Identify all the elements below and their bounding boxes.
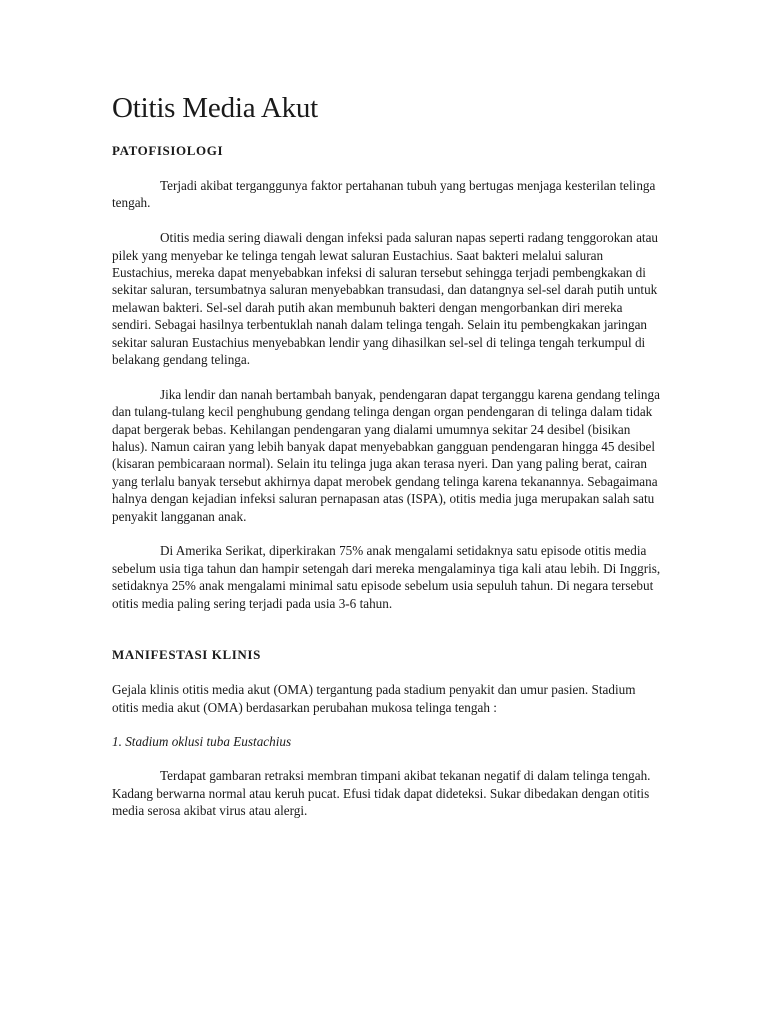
paragraph-2: Otitis media sering diawali dengan infeksi pada saluran napas seperti radang tenggorokan atau pilek yang menyebar ke telinga tengah lewat saluran Eustachius. Saat bakteri melalui saluran Eustachius, mereka dapat menyebabkan infeksi di saluran tersebut sehingga terjadi pembengkakan di sekitar saluran, tersumbatnya saluran menyebabkan transudasi, dan datangnya sel-sel darah putih untuk melawan bakteri. Sel-sel darah putih akan membunuh bakteri dengan mengorbankan diri mereka sendiri. Sebagai hasilnya terbentuklah nanah dalam telinga tengah. Selain itu pembengkakan jaringan sekitar saluran Eustachius menyebabkan lendir yang dihasilkan sel-sel di telinga tengah terkumpul di belakang gendang telinga. xyxy=(112,230,659,368)
paragraph-1: Terjadi akibat terganggunya faktor pertahanan tubuh yang bertugas menjaga kesterilan telinga tengah. xyxy=(112,178,656,211)
document-page xyxy=(112,88,664,820)
section-heading-patofisiologi: PATOFISIOLOGI xyxy=(112,143,224,158)
paragraph-3: Jika lendir dan nanah bertambah banyak, pendengaran dapat terganggu karena gendang telinga dan tulang-tulang kecil penghubung gendang telinga dengan organ pendengaran di telinga dalam tidak dapat bergerak bebas. Kehilangan pendengaran yang dialami umumnya sekitar 24 desibel (bisikan halus). Namun cairan yang lebih banyak dapat menyebabkan gangguan pendengaran hingga 45 desibel (kisaran pembicaraan normal). Selain itu telinga juga akan terasa nyeri. Dan yang paling berat, cairan yang terlalu banyak tersebut akhirnya dapat merobek gendang telinga karena tekanannya. Sebagaimana halnya dengan kejadian infeksi saluran pernapasan atas (ISPA), otitis media juga merupakan salah satu penyakit langganan anak. xyxy=(112,386,660,524)
stadium-oklusi-paragraph: Terdapat gambaran retraksi membran timpani akibat tekanan negatif di dalam telinga tengah. Kadang berwarna normal atau keruh pucat. Efusi tidak dapat dideteksi. Sukar dibedakan dengan otitis media serosa akibat virus atau alergi. xyxy=(112,768,651,819)
document-title: Otitis Media Akut xyxy=(112,92,319,124)
section-heading-manifestasi-klinis: MANIFESTASI KLINIS xyxy=(112,647,261,663)
paragraph-4: Di Amerika Serikat, diperkirakan 75% anak mengalami setidaknya satu episode otitis media sebelum usia tiga tahun dan hampir setengah dari mereka mengalaminya tiga kali atau lebih. Di Inggris, setidaknya 25% anak mengalami minimal satu episode sebelum usia sepuluh tahun. Di negara tersebut otitis media paling sering terjadi pada usia 3-6 tahun. xyxy=(112,543,661,611)
manifestasi-intro: Gejala klinis otitis media akut (OMA) tergantung pada stadium penyakit dan umur pasien. Stadium otitis media akut (OMA) berdasarkan perubahan mukosa telinga tengah : xyxy=(112,682,636,715)
subheading-stadium-oklusi: 1. Stadium oklusi tuba Eustachius xyxy=(112,733,292,749)
